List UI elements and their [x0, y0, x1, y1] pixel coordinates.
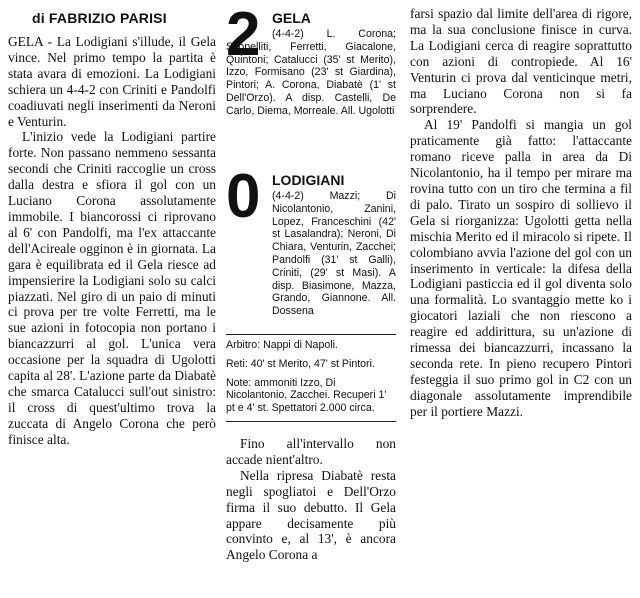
- away-score: 0: [226, 162, 261, 231]
- byline: di FABRIZIO PARISI: [32, 10, 167, 26]
- paragraph: Nella ripresa Diabatè resta negli spogliatoi e Dell'Orzo firma il suo debutto. Il Gela appare decisamente più convinto e, al 13', è ancora Angelo Corona a: [226, 467, 396, 563]
- paragraph: L'inizio vede la Lodigiani partire forte. Non passano nemmeno sessanta secondi che Criniti raccoglie un cross dalla destra e sfiora il gol con un Luciano Corona assolutamente immobile. I biancorossi ci riprovano al 6' con Pandolfi, ma l'ex attaccante dell'Acireale ogginon è in giornata. La gara è equilibrata ed il Gela riesce ad impensierire la Lodigiani solo su calci piazzati. Nel giro di un paio di minuti ci prova per tre volte Ferretti, ma le sue azioni in fotocopia non portano i biancazzurri al gol. L'unica vera occasione per la squadra di Ugolotti capita al 28'. L'azione parte da Diabatè che smarca Catalucci sull'out sinistro: il cross di quest'ultimo trova la zuccata di Angelo Corona che però finisce alta.: [8, 129, 216, 447]
- match-box: [226, 0, 396, 598]
- home-team-name: GELA: [272, 10, 311, 26]
- home-score: 2: [226, 0, 261, 69]
- article-column-1: [8, 0, 216, 448]
- notes-line: Note: ammoniti Izzo, Di Nicolantonio, Zacchei. Recuperi 1' pt e 4' st. Spettatori 2.000 circa.: [226, 376, 387, 415]
- paragraph: GELA - La Lodigiani s'illude, il Gela vince. Nel primo tempo la partita è stata avara di emozioni. La Lodigiani schiera un 4-4-2 con Criniti e Pandolfi coadiuvati negli inserimenti da Neroni e Venturin.: [8, 34, 216, 129]
- away-team-block: [226, 162, 396, 328]
- article-column-3: [410, 0, 632, 420]
- match-info: [226, 334, 396, 415]
- referee-line: Arbitro: Nappi di Napoli.: [226, 339, 338, 351]
- home-lineup: (4-4-2) L. Corona; Scopelliti, Ferretti, Giacalone, Quintoni; Catalucci (35' st Merito), Izzo, Formisano (23' st Giardina), Pintori; A. Corona, Diabatè (1' st Dell'Orzo). A disp. Castelli, De Carlo, Diema, Morreale. All. Ugolotti: [226, 28, 396, 117]
- goals-line: Reti: 40' st Merito, 47' st Pintori.: [226, 357, 375, 370]
- home-team-block: [226, 0, 396, 164]
- paragraph: farsi spazio dal limite dell'area di rigore, ma la sua conclusione finisce in curva. La Lodigiani cerca di reagire soprattutto con azioni di contropiede. Al 16' Venturin ci prova dal venticinque metri, ma Luciano Corona non si fa sorprendere.: [410, 6, 632, 117]
- paragraph: Fino all'intervallo non accade nient'altro.: [226, 436, 396, 467]
- article-column-2: [226, 436, 396, 563]
- paragraph: Al 19' Pandolfi si mangia un gol praticamente già fatto: l'attaccante romano riceve palla in area da Di Nicolantonio, ha il tempo per mirare ma rovina tutto con un tiro che termina a fil di palo. Tirato un sospiro di sollievo il Gela si riorganizza: Ugolotti getta nella mischia Merito ed il miracolo si ripete. Il colombiano avvia l'azione del gol con un inserimento in verticale: la difesa della Lodigiani pasticcia ed il gol diventa solo una formalità. Lo svantaggio mette ko i giocatori laziali che non riescono a reagire ed addirittura, su un'azione di rimessa dei biancazzurri, incassano la seconda rete. In pieno recupero Pintori festeggia il suo primo gol in C2 con un diagonale assolutamente imprendibile per il portiere Mazzi.: [410, 117, 632, 419]
- away-team-name: LODIGIANI: [272, 172, 345, 188]
- divider: [226, 421, 396, 422]
- away-lineup: (4-4-2) Mazzi; Di Nicolantonio, Zanini, Lopez, Franceschini (42' st Lasalandra); Neroni, Di Chiara, Venturin, Zacchei; Pandolfi (31' st Galli), Criniti, (29' st Masi). A disp. Biasimone, Mazza, Grando, Giannone. All. Dossena: [272, 190, 396, 318]
